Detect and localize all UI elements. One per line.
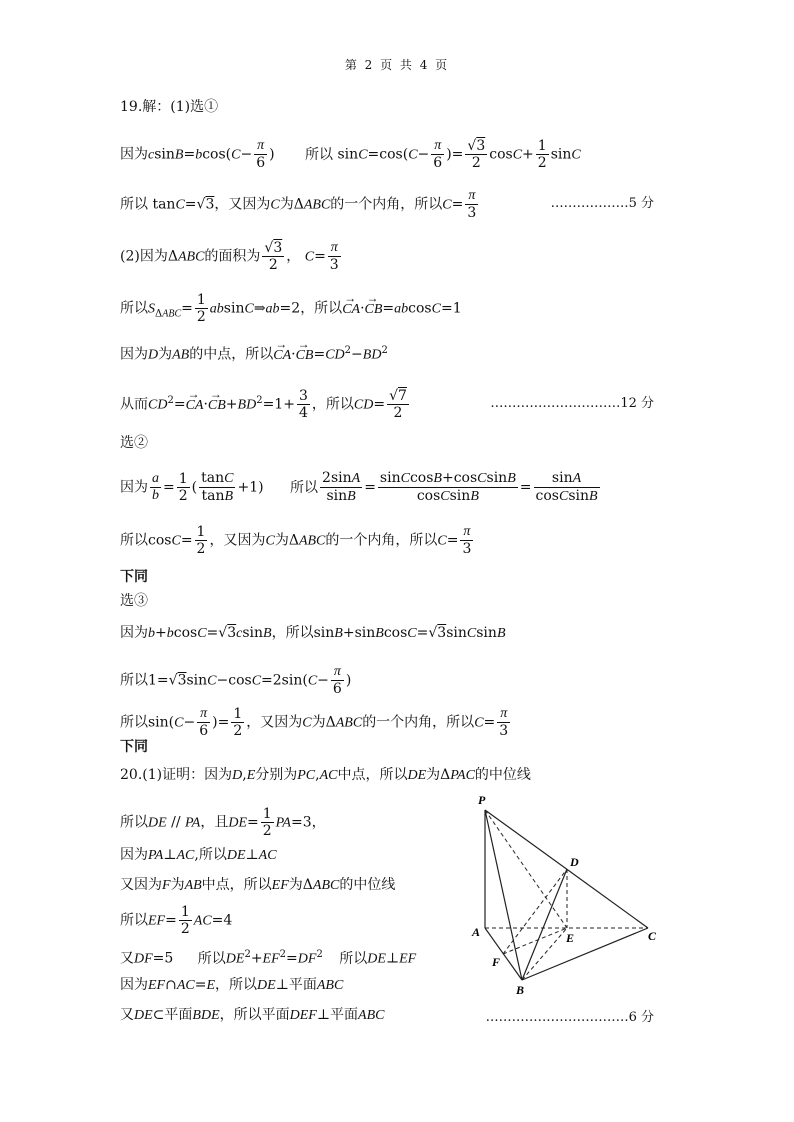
- q19-line12: 所以1=√3sinC−cosC=2sin(C− $\frac{\pi}{6}$ ): [120, 664, 352, 697]
- q19-line11: 因为b+bcosC=√3csinB，所以sinB+sinBcosC=√3sinCsinB: [120, 625, 506, 641]
- q19-line8: 因为 $\frac{a}{b}$ = $\frac{1}{2}$ ( $\frac{\tan C}{\tan B}$ +1) 所以 $\frac{2\sin A}{\sin B}$ = $\frac{\text{sinCcosB+cosCsinB}}{\text{cosCsinB}}$ = $\frac{\sin A}{\text{cosCsinB}}$: [120, 470, 598, 504]
- q19-same-2: 下同: [120, 739, 148, 755]
- q19-line1: 因为csinB=bcos(C− $\frac{\pi}{6}$ ) 所以 sinC=cos(C− $\frac{\pi}{6}$ )= $\frac{√3}{2}$ cosC+ $\frac{1}{2}$ sinC: [120, 138, 581, 171]
- label-D: D: [570, 855, 579, 869]
- q20-line5: 所以EF= $\frac{1}{2}$ AC=4: [120, 904, 233, 937]
- edge-BE: [522, 928, 567, 980]
- q19-select-2: 选②: [120, 435, 148, 451]
- label-B: B: [516, 983, 525, 997]
- label-E: E: [566, 931, 575, 945]
- q20-line6: 又DF=5 所以$DE^2+EF^2=DF^2$ 所以DE⊥EF: [120, 949, 417, 967]
- q20-line4: 又因为F为AB中点，所以EF为ΔABC的中位线: [120, 877, 396, 893]
- q19-same-1: 下同: [120, 569, 148, 585]
- edge-BD: [522, 869, 567, 980]
- label-F: F: [492, 955, 501, 969]
- q19-line6: 从而$CD^2=\to CA\cdot\to CB+BD^2=1+$ $\frac{3}{4}$ ，所以CD= $\frac{√7}{2}$: [120, 388, 411, 421]
- q20-line2: 所以DE // PA，且DE= $\frac{1}{2}$ PA=3，: [120, 806, 326, 839]
- label-C: C: [648, 929, 657, 943]
- q20-line1: 20.(1)证明：因为D,E分别为PC,AC中点，所以DE为ΔPAC的中位线: [120, 767, 531, 783]
- q20-line3: 因为PA⊥AC,所以DE⊥AC: [120, 847, 277, 863]
- pyramid-figure: [470, 790, 660, 1000]
- label-A: A: [472, 925, 481, 939]
- q19-line13: 所以sin(C− $\frac{\pi}{6}$ )= $\frac{1}{2}$ ，又因为C为ΔABC的一个内角，所以C= $\frac{\pi}{3}$: [120, 706, 509, 739]
- q19-title: 19.解：(1)选①: [120, 99, 219, 115]
- q19-part2: (2)因为ΔABC的面积为 $\frac{√3}{2}$ ， C= $\frac{\pi}{3}$: [120, 240, 339, 273]
- q19-line9: 所以cosC= $\frac{1}{2}$ ，又因为C为ΔABC的一个内角，所以C= $\frac{\pi}{3}$: [120, 524, 472, 557]
- q20-line8: 又DE⊂平面BDE，所以平面DEF⊥平面ABC: [120, 1007, 385, 1023]
- q20-score: ……………………………6 分: [485, 1010, 654, 1025]
- q19-line5: 因为D为AB的中点，所以→ $CA\cdot\to CB=CD^2-BD^2$: [120, 342, 388, 365]
- q19-line4: 所以$S_{\Delta ABC}=$ $\frac{1}{2}$ absinC⇒ab=2，所以→ CA·→ CB=abcosC=1: [120, 292, 462, 325]
- q19-score-2: …………………………12 分: [490, 396, 654, 411]
- q19-score-1: ………………5 分: [550, 196, 654, 211]
- edge-BC: [522, 928, 648, 980]
- label-P: P: [478, 793, 486, 807]
- page-header: 第 2 页 共 4 页: [344, 58, 450, 72]
- q20-line7: 因为EF∩AC=E，所以DE⊥平面ABC: [120, 977, 344, 993]
- q19-select-3: 选③: [120, 593, 148, 609]
- q19-line2: 所以 tanC=√3，又因为C为ΔABC的一个内角，所以C= $\frac{\pi}{3}$: [120, 188, 477, 221]
